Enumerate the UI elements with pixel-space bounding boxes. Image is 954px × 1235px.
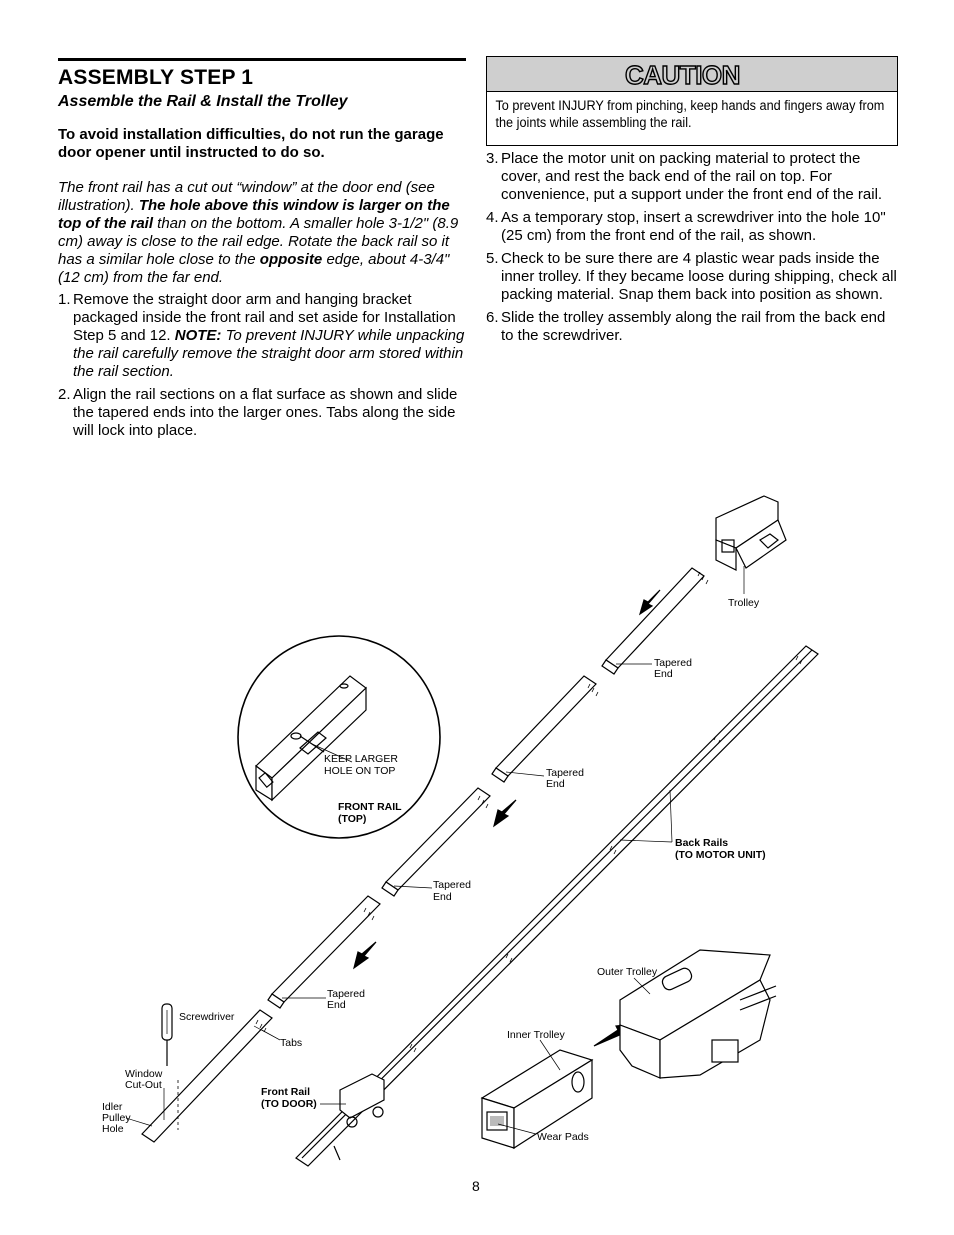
label-tabs: Tabs [280, 1037, 303, 1049]
right-column [486, 56, 898, 350]
arrow-icon [354, 942, 376, 968]
label-keep-larger: HOLE ON TOP [324, 765, 396, 777]
steps-list-left [58, 291, 466, 440]
left-column [58, 58, 466, 445]
rail-segment [272, 896, 380, 1002]
label-trolley: Trolley [728, 597, 760, 609]
heading-rule [58, 58, 466, 61]
label-tapered-end: End [654, 668, 673, 680]
label-tapered-end: Tapered [654, 657, 692, 669]
caution-box [486, 56, 898, 146]
label-outer-trolley: Outer Trolley [597, 966, 658, 978]
label-tapered-end: Tapered [327, 988, 365, 1000]
step-item: 4. As a temporary stop, insert a screwdriver into the hole 10" (25 cm) from the front end of the rail, as shown. [486, 209, 886, 244]
intro-paragraph: The front rail has a cut out “window” at the door end (see illustration). The hole above this window is larger on the top of the rail than on the bottom. A smaller hole 3-1/2" (8.9 cm) away is close to the rail edge. Rotate the back rail so it has a similar hole close to the opposite edge, about 4-3/4" (12 cm) from the far end. [58, 179, 459, 286]
page-number: 8 [472, 1178, 480, 1194]
label-idler-pulley-hole: Hole [102, 1123, 124, 1135]
caution-body: To prevent INJURY from pinching, keep hands and fingers away from the joints while assembling the rail. [495, 98, 885, 130]
label-wear-pads: Wear Pads [537, 1131, 589, 1143]
rail-segment [606, 568, 704, 668]
step-item: 5. Check to be sure there are 4 plastic wear pads inside the inner trolley. If they became loose during shipping, check all packing material. Snap them back into position as shown. [486, 250, 897, 303]
label-screwdriver: Screwdriver [179, 1011, 235, 1023]
warning-text: To avoid installation difficulties, do not run the garage door opener until instructed to do so. [58, 126, 444, 161]
label-tapered-end: Tapered [546, 767, 584, 779]
caution-title: CAUTION [625, 60, 740, 90]
label-front-rail-door: (TO DOOR) [261, 1098, 317, 1110]
label-window-cutout: Window [125, 1068, 163, 1080]
page-title: ASSEMBLY STEP 1 [58, 66, 254, 89]
label-window-cutout: Cut-Out [125, 1079, 162, 1091]
label-tapered-end: End [546, 778, 565, 790]
label-front-rail-top: FRONT RAIL [338, 801, 402, 813]
label-front-rail-top: (TOP) [338, 813, 367, 825]
label-tapered-end: End [433, 891, 452, 903]
label-idler-pulley-hole: Pulley [102, 1112, 131, 1124]
rail-assembly-illustration [0, 470, 954, 1175]
label-inner-trolley: Inner Trolley [507, 1029, 565, 1041]
step-item: 1. Remove the straight door arm and hanging bracket packaged inside the front rail and set aside for Installation Step 5 and 12. NOTE: To prevent INJURY while unpacking the rail carefully remove the straight door arm stored within the rail section. [58, 291, 465, 380]
trolley-illustration [716, 496, 786, 570]
step-item: 3. Place the motor unit on packing material to protect the cover, and rest the back end of the rail on top. For convenience, put a support under the front end of the rail. [486, 150, 883, 203]
label-back-rails: Back Rails [675, 837, 729, 849]
label-back-rails: (TO MOTOR UNIT) [675, 849, 766, 861]
screwdriver-icon [162, 1004, 172, 1066]
label-front-rail-door: Front Rail [261, 1086, 310, 1098]
step-item: 6. Slide the trolley assembly along the rail from the back end to the screwdriver. [486, 309, 886, 344]
label-tapered-end: Tapered [433, 879, 471, 891]
label-idler-pulley-hole: Idler [102, 1101, 123, 1113]
label-keep-larger: KEEP LARGER [324, 753, 398, 765]
rail-segment [496, 676, 596, 776]
label-tapered-end: End [327, 999, 346, 1011]
page-subtitle: Assemble the Rail & Install the Trolley [58, 93, 348, 110]
arrow-icon [494, 800, 516, 826]
steps-list-right [486, 150, 898, 345]
caution-header [487, 57, 897, 92]
step-item: 2. Align the rail sections on a flat surface as shown and slide the tapered ends into the larger ones. Tabs along the side will lock into place. [58, 386, 458, 439]
